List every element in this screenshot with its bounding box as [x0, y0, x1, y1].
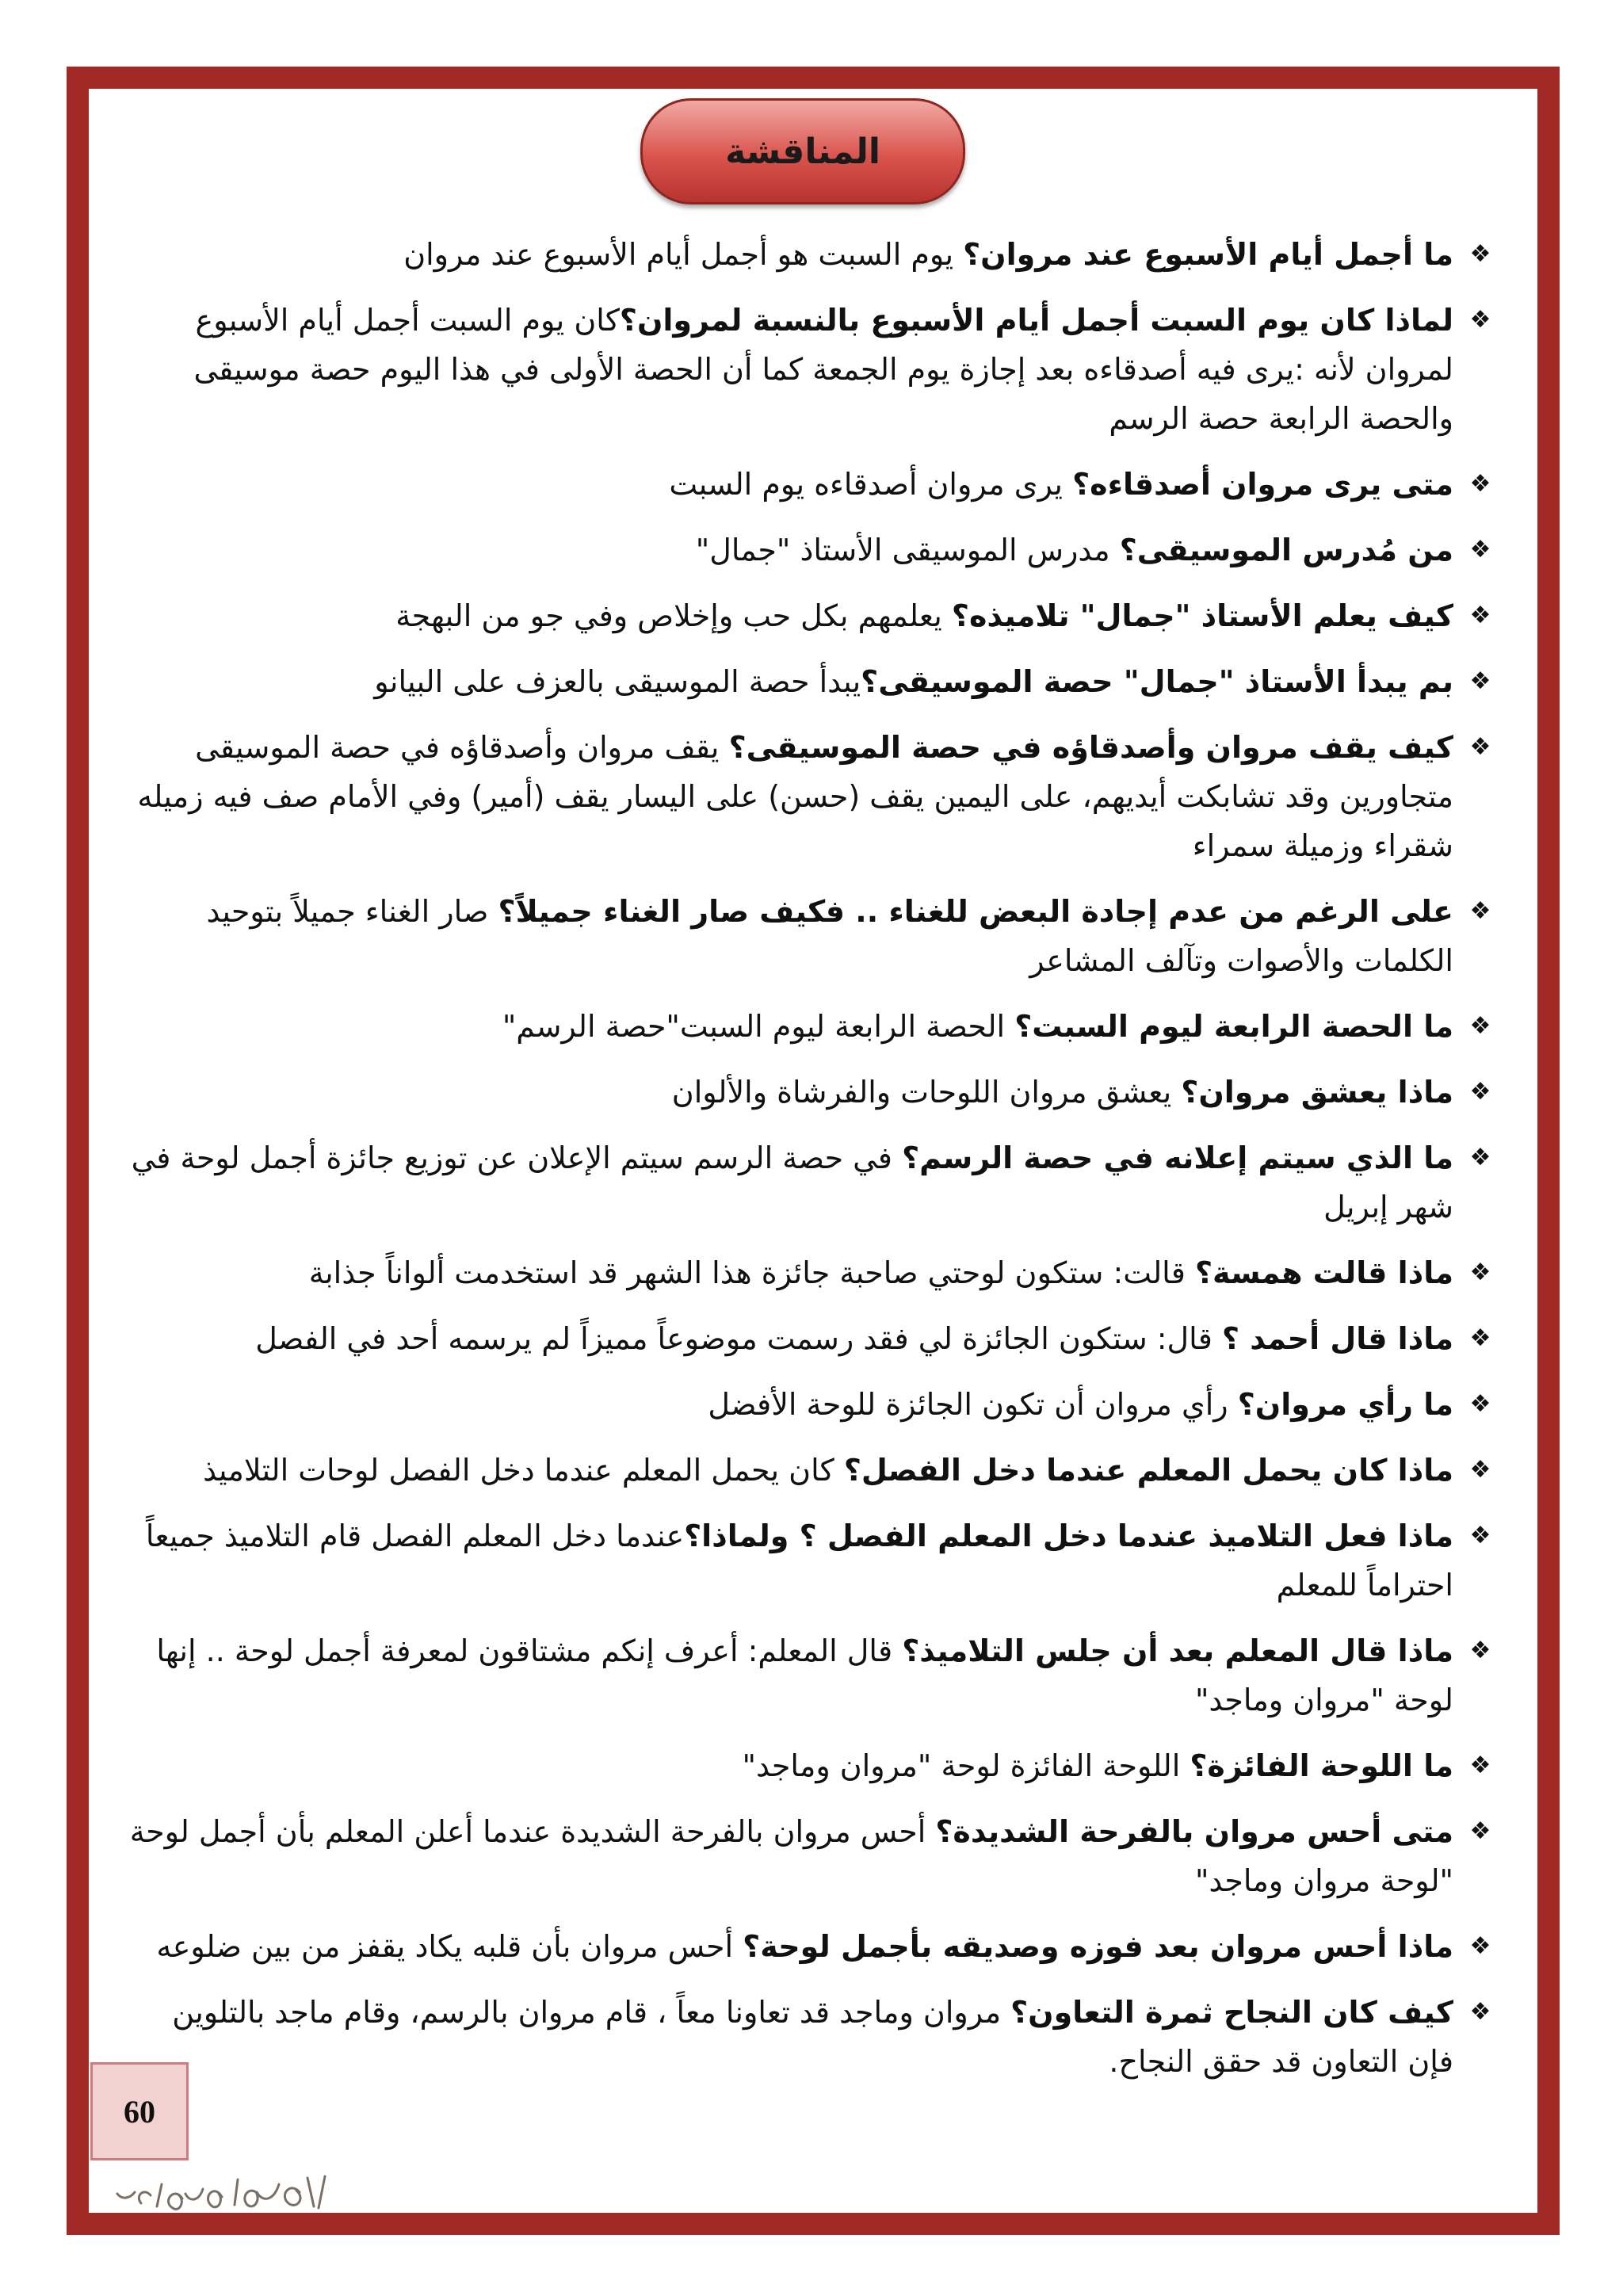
question-text: ما الحصة الرابعة ليوم السبت؟ [1014, 1009, 1453, 1044]
answer-text: قالت: ستكون لوحتي صاحبة جائزة هذا الشهر قد استخدمت ألواناً جذابة [308, 1255, 1195, 1290]
list-item [119, 1002, 1498, 1051]
list-item [119, 1446, 1498, 1495]
list-item [119, 1511, 1498, 1610]
question-text: ماذا قال المعلم بعد أن جلس التلاميذ؟ [902, 1633, 1453, 1668]
list-item [119, 723, 1498, 870]
question-text: ماذا فعل التلاميذ عندما دخل المعلم الفصل ؟ ولماذا؟ [684, 1519, 1453, 1553]
diamond-bullet-icon: ❖ [1469, 1012, 1491, 1040]
list-item [119, 460, 1498, 509]
list-item [119, 591, 1498, 640]
diamond-bullet-icon: ❖ [1469, 306, 1491, 334]
diamond-bullet-icon: ❖ [1469, 1324, 1491, 1352]
list-item [119, 1807, 1498, 1905]
diamond-bullet-icon: ❖ [1469, 1259, 1491, 1286]
list-item [119, 1068, 1498, 1117]
list-item [119, 525, 1498, 575]
question-text: متى يرى مروان أصدقاءه؟ [1072, 467, 1453, 502]
answer-text: أحس مروان بالفرحة الشديدة عندما أعلن المعلم بأن أجمل لوحة "لوحة مروان وماجد" [129, 1814, 1453, 1898]
diamond-bullet-icon: ❖ [1469, 240, 1491, 268]
list-item [119, 296, 1498, 443]
diamond-bullet-icon: ❖ [1469, 1522, 1491, 1549]
answer-text: صار الغناء جميلاً بتوحيد الكلمات والأصوات وتآلف المشاعر [206, 894, 1453, 978]
answer-text: كان يحمل المعلم عندما دخل الفصل لوحات التلاميذ [203, 1453, 844, 1488]
question-text: ما الذي سيتم إعلانه في حصة الرسم؟ [902, 1140, 1453, 1175]
list-item [119, 1380, 1498, 1429]
answer-text: مدرس الموسيقى الأستاذ "جمال" [695, 533, 1120, 567]
diamond-bullet-icon: ❖ [1469, 1078, 1491, 1106]
answer-text: يبدأ حصة الموسيقى بالعزف على البيانو [374, 664, 861, 699]
answer-text: يعلمهم بكل حب وإخلاص وفي جو من البهجة [395, 598, 952, 633]
list-item [119, 1314, 1498, 1363]
list-item [119, 1248, 1498, 1297]
question-text: ماذا قال أحمد ؟ [1221, 1321, 1453, 1356]
diamond-bullet-icon: ❖ [1469, 1390, 1491, 1418]
answer-text: مروان وماجد قد تعاونا معاً ، قام مروان بالرسم، وقام ماجد بالتلوين فإن التعاون قد حقق النجاح. [172, 1995, 1453, 2079]
list-item [119, 1922, 1498, 1971]
question-text: ماذا قالت همسة؟ [1194, 1255, 1453, 1290]
list-item [119, 1741, 1498, 1790]
answer-text: الحصة الرابعة ليوم السبت"حصة الرسم" [502, 1009, 1015, 1044]
list-item [119, 1626, 1498, 1725]
diamond-bullet-icon: ❖ [1469, 897, 1491, 925]
answer-text: أحس مروان بأن قلبه يكاد يقفز من بين ضلوعه [156, 1929, 743, 1964]
list-item [119, 1988, 1498, 2086]
diamond-bullet-icon: ❖ [1469, 1817, 1491, 1845]
question-text: ما اللوحة الفائزة؟ [1190, 1748, 1453, 1783]
question-text: ماذا يعشق مروان؟ [1181, 1075, 1453, 1110]
question-text: ما رأي مروان؟ [1237, 1387, 1453, 1422]
question-text: كيف كان النجاح ثمرة التعاون؟ [1010, 1995, 1453, 2030]
list-item [119, 887, 1498, 985]
question-text: على الرغم من عدم إجادة البعض للغناء .. فكيف صار الغناء جميلاً؟ [498, 894, 1453, 929]
question-text: ماذا كان يحمل المعلم عندما دخل الفصل؟ [843, 1453, 1453, 1488]
page-title: المناقشة [640, 98, 965, 204]
diamond-bullet-icon: ❖ [1469, 667, 1491, 695]
question-text: كيف يقف مروان وأصدقاؤه في حصة الموسيقى؟ [728, 730, 1453, 765]
question-text: بم يبدأ الأستاذ "جمال" حصة الموسيقى؟ [861, 664, 1453, 699]
list-item [119, 1133, 1498, 1232]
diamond-bullet-icon: ❖ [1469, 1932, 1491, 1960]
diamond-bullet-icon: ❖ [1469, 602, 1491, 629]
question-text: متى أحس مروان بالفرحة الشديدة؟ [935, 1814, 1453, 1849]
answer-text: كان يوم السبت أجمل أيام الأسبوع لمروان لأنه :يرى فيه أصدقاءه بعد إجازة يوم الجمعة كما أن الحصة الأولى في هذا اليوم حصة موسيقى والحصة الرابعة حصة الرسم [193, 303, 1453, 436]
diamond-bullet-icon: ❖ [1469, 1752, 1491, 1779]
question-text: كيف يعلم الأستاذ "جمال" تلاميذه؟ [951, 598, 1453, 633]
answer-text: يرى مروان أصدقاءه يوم السبت [669, 467, 1073, 502]
list-item [119, 657, 1498, 706]
answer-text: قال: ستكون الجائزة لي فقد رسمت موضوعاً مميزاً لم يرسمه أحد في الفصل [255, 1321, 1222, 1356]
diamond-bullet-icon: ❖ [1469, 1144, 1491, 1171]
diamond-bullet-icon: ❖ [1469, 470, 1491, 498]
question-text: من مُدرس الموسيقى؟ [1119, 533, 1453, 567]
answer-text: يعشق مروان اللوحات والفرشاة والألوان [671, 1075, 1182, 1110]
diamond-bullet-icon: ❖ [1469, 536, 1491, 563]
answer-text: يقف مروان وأصدقاؤه في حصة الموسيقى متجاورين وقد تشابكت أيديهم، على اليمين يقف (حسن) على اليسار يقف (أمير) وفي الأمام صف فيه زميله شقراء وزميلة سمراء [137, 730, 1453, 863]
answer-text: في حصة الرسم سيتم الإعلان عن توزيع جائزة أجمل لوحة في شهر إبريل [131, 1140, 1453, 1224]
answer-text: يوم السبت هو أجمل أيام الأسبوع عند مروان [403, 237, 964, 272]
diamond-bullet-icon: ❖ [1469, 733, 1491, 761]
handwritten-signature [103, 2160, 341, 2224]
diamond-bullet-icon: ❖ [1469, 1456, 1491, 1484]
question-text: ماذا أحس مروان بعد فوزه وصديقه بأجمل لوحة؟ [743, 1929, 1453, 1964]
diamond-bullet-icon: ❖ [1469, 1637, 1491, 1664]
list-item [119, 230, 1498, 279]
question-answer-list [119, 230, 1498, 2103]
question-text: ما أجمل أيام الأسبوع عند مروان؟ [963, 237, 1453, 272]
question-text: لماذا كان يوم السبت أجمل أيام الأسبوع بالنسبة لمروان؟ [619, 303, 1453, 338]
answer-text: قال المعلم: أعرف إنكم مشتاقون لمعرفة أجمل لوحة .. إنها لوحة "مروان وماجد" [156, 1633, 1453, 1717]
page-number: 60 [90, 2062, 189, 2160]
answer-text: عندما دخل المعلم الفصل قام التلاميذ جميعاً احتراماً للمعلم [145, 1519, 1453, 1603]
diamond-bullet-icon: ❖ [1469, 1998, 1491, 2026]
answer-text: رأي مروان أن تكون الجائزة للوحة الأفضل [708, 1387, 1238, 1422]
answer-text: اللوحة الفائزة لوحة "مروان وماجد" [742, 1748, 1190, 1783]
